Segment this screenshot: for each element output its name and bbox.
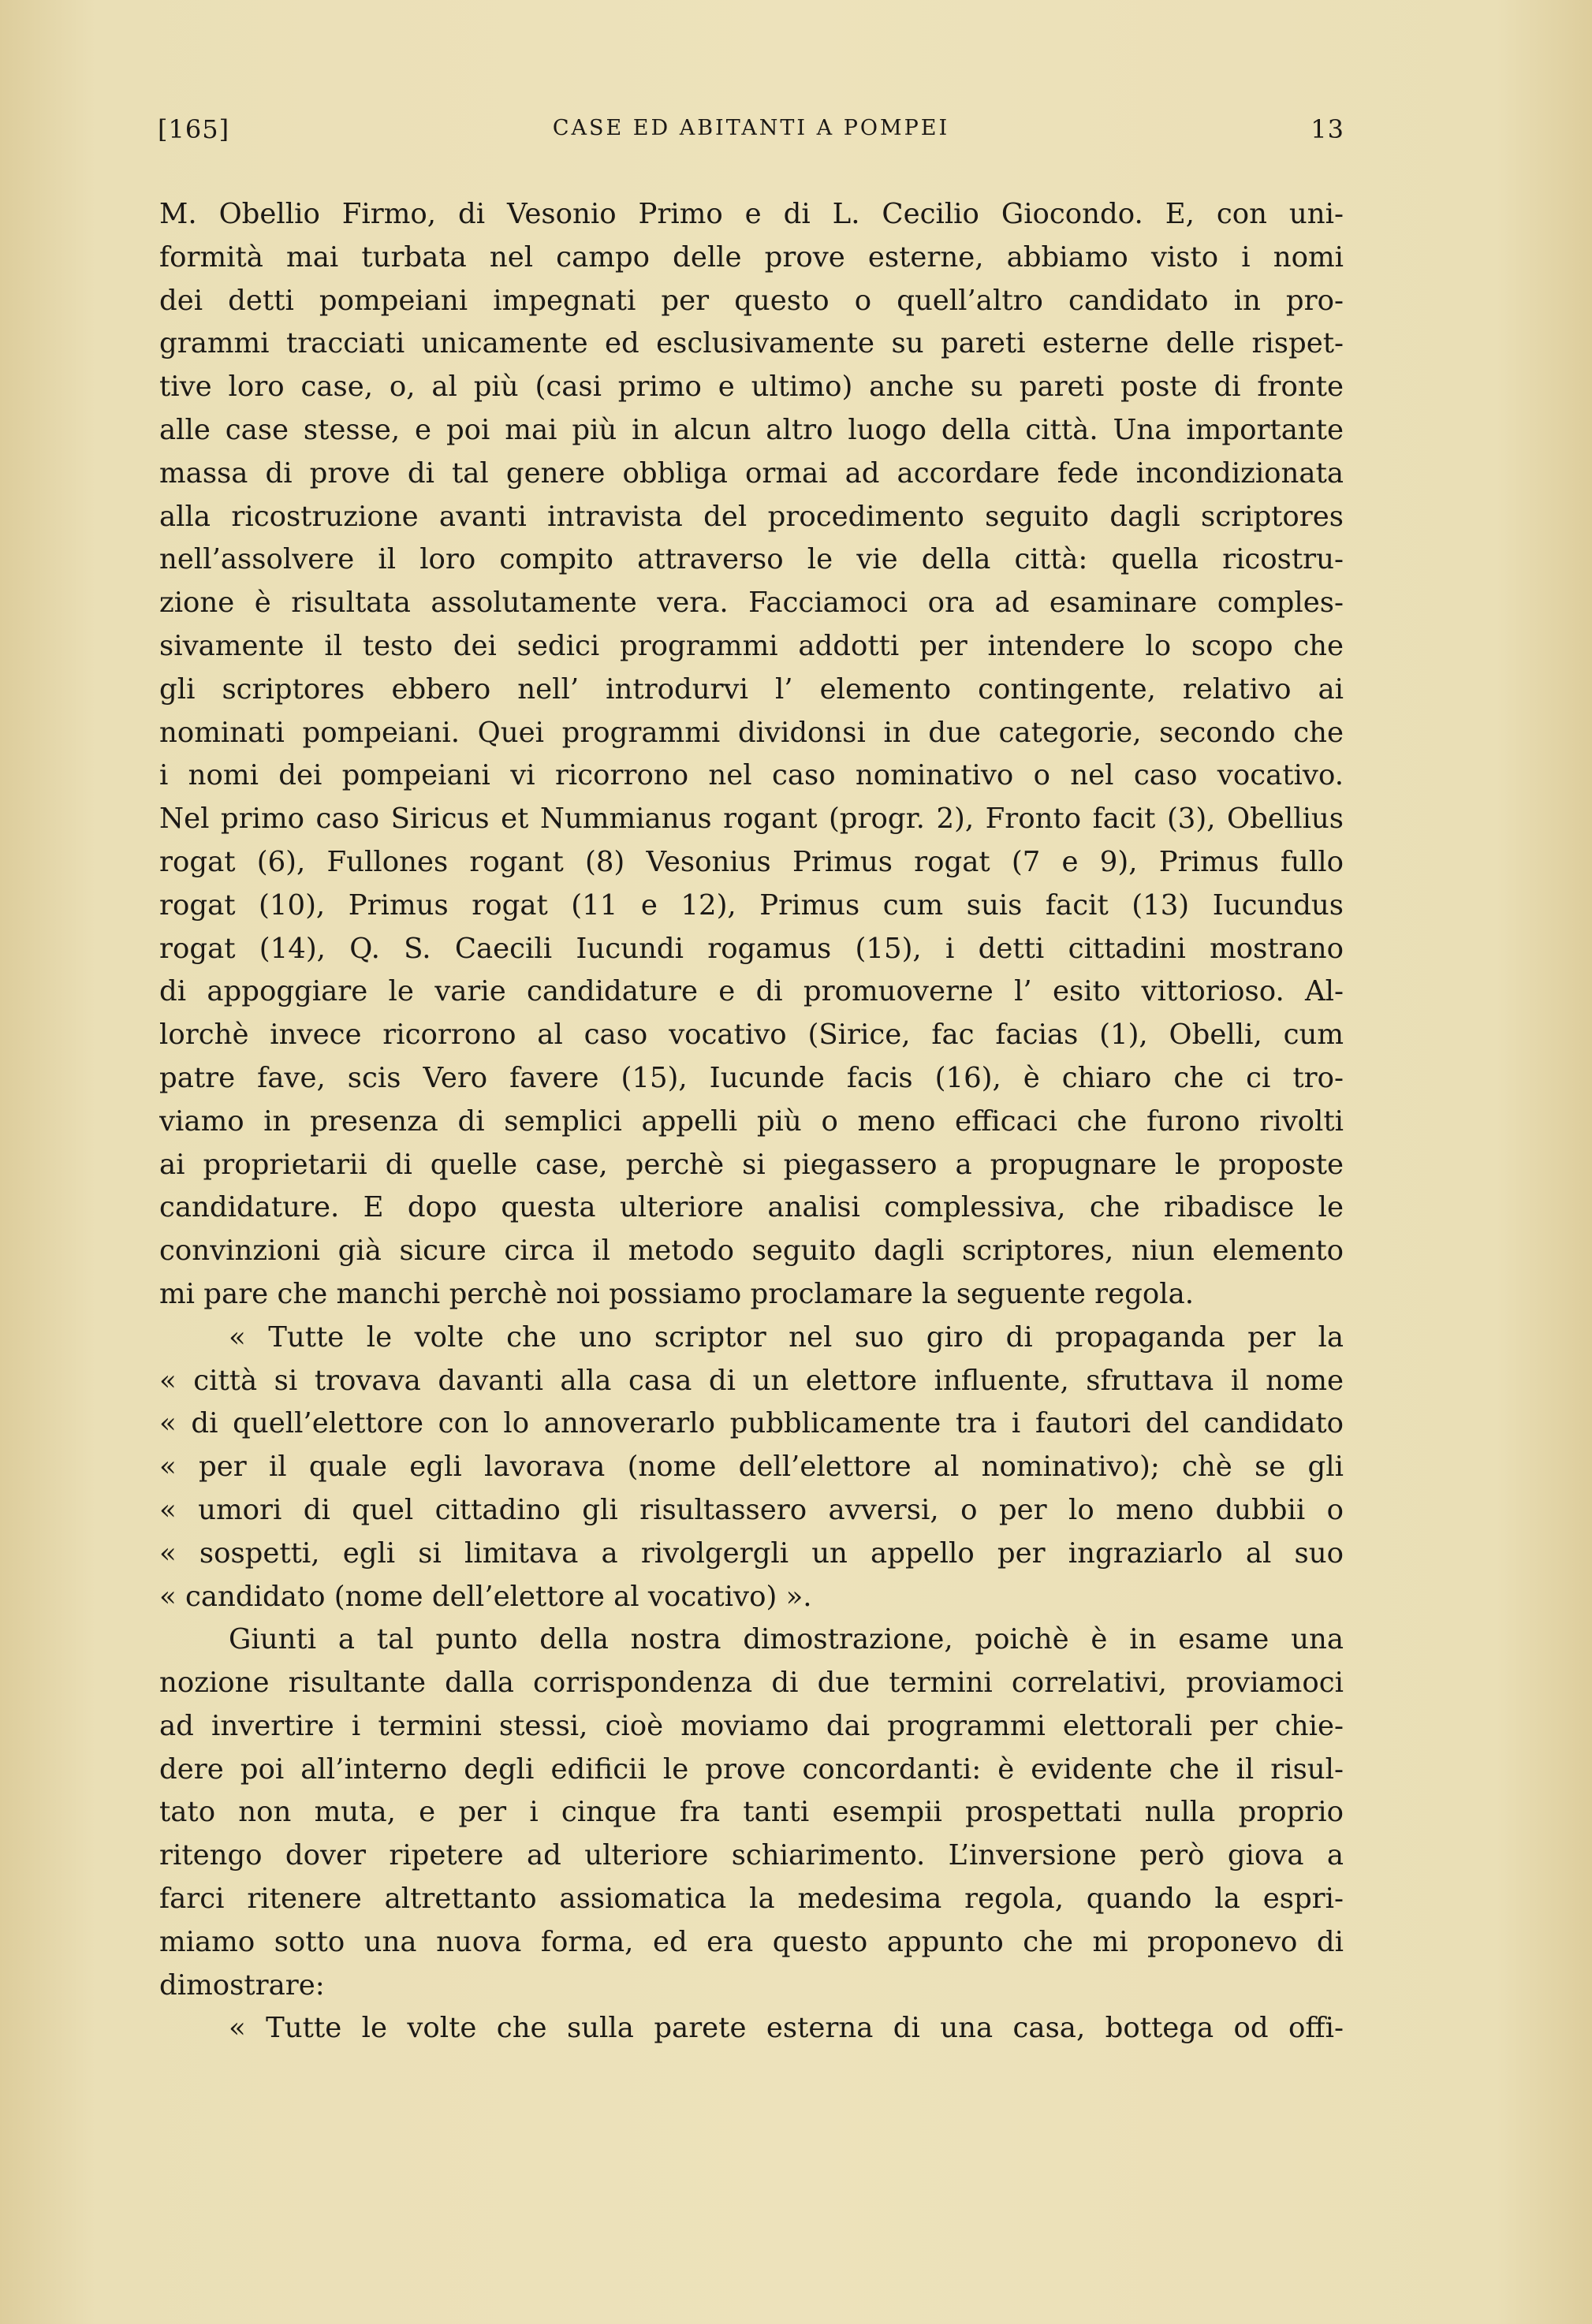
text-line: candidature. E dopo questa ulteriore analisi complessiva, che ribadisce le [159,1191,1344,1224]
text-line: Nel primo caso Siricus et Nummianus rogant (progr. 2), Fronto facit (3), Obellius [159,803,1344,836]
text-line: ai proprietarii di quelle case, perchè si piegassero a propugnare le proposte [159,1148,1344,1181]
text-line: sivamente il testo dei sedici programmi addotti per intendere lo scopo che [159,629,1344,662]
text-line: nell’assolvere il loro compito attraverso le vie della città: quella ricostru- [159,543,1344,576]
text-line: rogat (10), Primus rogat (11 e 12), Primus cum suis facit (13) Iucundus [159,888,1344,922]
quote-line: « Tutte le volte che sulla parete esterna di una casa, bottega od offi- [229,2012,1344,2045]
text-line: convinzioni già sicure circa il metodo seguito dagli scriptores, niun elemento [159,1235,1344,1268]
running-header [158,114,1344,150]
text-line: nozione risultante dalla corrispondenza di due termini correlativi, proviamoci [159,1667,1344,1700]
text-line: dimostrare: [159,1968,325,2002]
text-line: grammi tracciati unicamente ed esclusivamente su pareti esterne delle rispet- [159,327,1344,360]
text-line: massa di prove di tal genere obbliga ormai ad accordare fede incondizionata [159,456,1344,490]
text-line: zione è risultata assolutamente vera. Facciamoci ora ad esaminare comples- [159,587,1344,620]
text-line: dei detti pompeiani impegnati per questo o quell’altro candidato in pro- [159,284,1344,317]
section-number: [165] [158,114,230,144]
text-line: nominati pompeiani. Quei programmi dividonsi in due categorie, secondo che [159,716,1344,749]
text-line: miamo sotto una nuova forma, ed era questo appunto che mi proponevo di [159,1925,1344,1958]
text-line: gli scriptores ebbero nell’ introdurvi l’ elemento contingente, relativo ai [159,672,1344,706]
text-line: rogat (14), Q. S. Caecili Iucundi rogamus (15), i detti cittadini mostrano [159,932,1344,965]
quote-line: « sospetti, egli si limitava a rivolgergli un appello per ingraziarlo al suo [159,1536,1344,1570]
quote-line: « per il quale egli lavorava (nome dell’elettore al nominativo); chè se gli [159,1451,1344,1484]
text-line: formità mai turbata nel campo delle prove esterne, abbiamo visto i nomi [159,240,1344,274]
text-line: tive loro case, o, al più (casi primo e ultimo) anche su pareti poste di fronte [159,371,1344,404]
text-line: M. Obellio Firmo, di Vesonio Primo e di L. Cecilio Giocondo. E, con uni- [159,198,1344,230]
text-line: di appoggiare le varie candidature e di promuoverne l’ esito vittorioso. Al- [159,975,1344,1008]
text-line: viamo in presenza di semplici appelli più o meno efficaci che furono rivolti [159,1104,1344,1138]
text-line: dere poi all’interno degli edificii le prove concordanti: è evidente che il risul- [159,1752,1344,1786]
quote-line: « candidato (nome dell’elettore al vocativo) ». [159,1580,812,1613]
text-line: mi pare che manchi perchè noi possiamo proclamare la seguente regola. [159,1277,1195,1310]
quote-line: « Tutte le volte che uno scriptor nel suo giro di propaganda per la [229,1320,1344,1354]
quote-line: « umori di quel cittadino gli risultassero avversi, o per lo meno dubbii o [159,1493,1344,1526]
running-title: CASE ED ABITANTI A POMPEI [552,116,950,140]
text-line: alle case stesse, e poi mai più in alcun altro luogo della città. Una importante [159,413,1344,446]
body-text [159,193,1344,2050]
quote-line: « di quell’elettore con lo annoverarlo pubblicamente tra i fautori del candidato [159,1407,1344,1440]
text-line: tato non muta, e per i cinque fra tanti esempii prospettati nulla proprio [159,1796,1344,1829]
text-line: farci ritenere altrettanto assiomatica la medesima regola, quando la espri- [159,1883,1344,1916]
text-line: Giunti a tal punto della nostra dimostrazione, poichè è in esame una [229,1623,1344,1656]
text-line: ritengo dover ripetere ad ulteriore schiarimento. L’inversione però giova a [159,1839,1344,1872]
text-line: alla ricostruzione avanti intravista del procedimento seguito dagli scriptores [159,500,1344,533]
text-line: rogat (6), Fullones rogant (8) Vesonius Primus rogat (7 e 9), Primus fullo [159,845,1344,878]
text-line: patre fave, scis Vero favere (15), Iucunde facis (16), è chiaro che ci tro- [159,1061,1344,1094]
text-line: i nomi dei pompeiani vi ricorrono nel caso nominativo o nel caso vocativo. [159,759,1344,792]
text-line: ad invertire i termini stessi, cioè moviamo dai programmi elettorali per chie- [159,1709,1344,1742]
quote-line: « città si trovava davanti alla casa di un elettore influente, sfruttava il nome [159,1364,1344,1397]
text-line: lorchè invece ricorrono al caso vocativo (Sirice, fac facias (1), Obelli, cum [159,1019,1344,1052]
page-number: 13 [1311,114,1344,144]
